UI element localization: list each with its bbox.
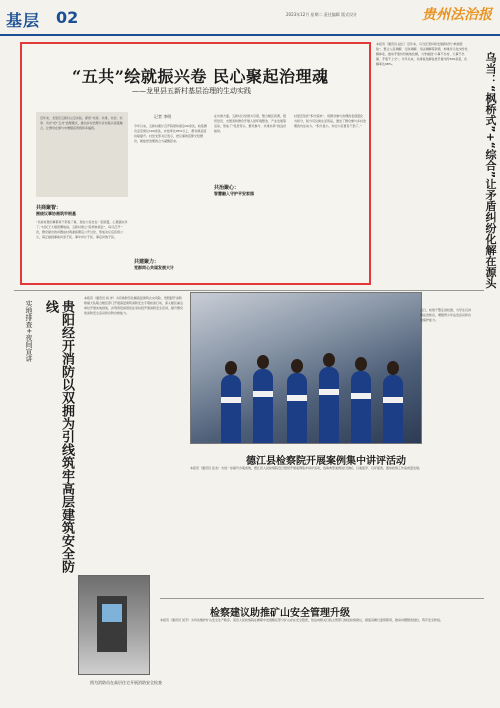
story2-subtitle: 实地排查+夜间宣讲 (25, 300, 33, 362)
story4-body: 本报讯（通讯员 吴芳）为切实维护矿山安全生产秩序，某县人民检察院在履职中发现辖区部分矿山存在安全隐患，依法向相关行政主管部门制发检察建议，督促其履行监管职责，推动问题整改到位，筑牢安全防线。 (160, 618, 443, 622)
side-story (376, 42, 474, 332)
story2-body: 本报讯（通讯员 杨 洋）为有效防范化解高层建筑火灾风险，贵阳经开消防救援大队联合辖区部门开展高层建筑消防安全专项检查行动，深入辖区重点单位开展实地排查，并利用夜间居民在家时段开展消防安全宣讲，提升群众的消防安全意识和自防自救能力。 (84, 296, 184, 315)
masthead (0, 0, 500, 34)
issue-info: 2023年12月 星期二 责任编辑 版式设计 (286, 12, 358, 17)
subhead-1: 共商聚智： (36, 205, 62, 211)
story2-headline: 贵阳经开消防以双拥为引线筑牢高层建筑安全防线 (43, 300, 74, 573)
students-photo-caption: 近日，检察干警走进校园，为学生们讲解法治知识，增强青少年法治意识和自我保护能力。 (420, 308, 472, 322)
firefighter-photo (78, 575, 150, 675)
story3-body: 本报讯（通讯员 张杰）为进一步提升办案质效，德江县人民检察院近日组织开展案例集中讲评活动，选取典型案例进行剖析，以案促学、以评促改，推动检察工作高质量发展。 (190, 466, 422, 470)
lead-box (36, 112, 128, 197)
feature-col-3: 在共建方面，五新村以党建为引领，整合辖区资源，组织党员、志愿者和群众开展人居环境整治、产业发展等活动，形成了“党员带头、群众参与、共建共享”的良好格局。 (214, 114, 287, 133)
header-rule (0, 34, 500, 36)
newspaper-logo: 贵州法治报 (422, 7, 492, 23)
story4-headline: 检察建议助推矿山安全管理升级 (210, 608, 350, 619)
lead-text: 近年来，龙里县五新村立足实际，探索“共商、共建、共治、共享、共评”的“五共”治理模式，推动乡村治理与乡村振兴深度融合，让群众在参与中增强获得感和幸福感。 (40, 116, 123, 130)
feature-headline: “五共”绘就振兴卷 民心聚起治理魂 (72, 67, 329, 86)
side-story-title: 乌当：“枫桥式”+“综合”让矛盾纠纷化解在源头 (484, 52, 497, 289)
section-title: 基层 (6, 11, 41, 30)
feature-col-2: 今年以来，五新村累计召开院坝协商会20余次，收集群众意见建议100余条，办结率达95%以上，群众满意度持续提升。村党支部书记表示，把议事的话筒交给群众，就能把治理的合力凝聚起来。 (134, 124, 207, 143)
divider-rule-2 (160, 598, 484, 599)
feature-col-1: “以前村里的事都是干部说了算，现在大家坐在一起商量，心里踏实多了。”村民王大姐感慨地说。五新村建立“院坝协商会”，每月召开一次，群众提出的问题由村两委梳理后公开讨论，形成决议后张榜公示，真正做到事前问需于民、事中问计于民、事后问效于民。 (36, 220, 128, 239)
feature-story (20, 42, 371, 285)
subhead-3b: 智慧融入守护平安家园 (214, 191, 254, 196)
feature-subtitle: ——龙里县五新村基层治理的生动实践 (132, 87, 251, 95)
divider-rule (14, 290, 484, 291)
side-story-body: 本报讯（通讯员 赵红）近年来，乌当区坚持和发展新时代“枫桥经验”，整合人民调解、行政调解、司法调解等资源，构建多元化纠纷化解体系，推动矛盾纠纷就地化解，力争做到“小事不出村、大事不出镇、矛盾不上交”。今年以来，共排查化解各类矛盾纠纷300余起，化解率达98%。 (376, 42, 468, 66)
byline: 记者 李明 (154, 114, 172, 119)
page-number: 02 (56, 8, 79, 27)
firefighter-photo-caption: 图为消防员在高层住宅开展消防安全检查 (90, 680, 162, 685)
students-photo (190, 292, 422, 444)
feature-col-4: 村里还依托“积分超市”，将群众参与治理的表现量化为积分，积分可兑换生活用品，激发了群众参与乡村治理的内生动力。“积分虽小，却让大家更有干劲了。” (294, 114, 366, 128)
subhead-2: 共建聚力： (134, 259, 160, 265)
subhead-1b: 围绕议事协商筑牢根基 (36, 211, 76, 216)
subhead-3: 共治聚心： (214, 185, 240, 191)
story3-headline: 德江县检察院开展案例集中讲评活动 (246, 456, 406, 467)
subhead-2b: 党群同心共谋发展大计 (134, 265, 174, 270)
